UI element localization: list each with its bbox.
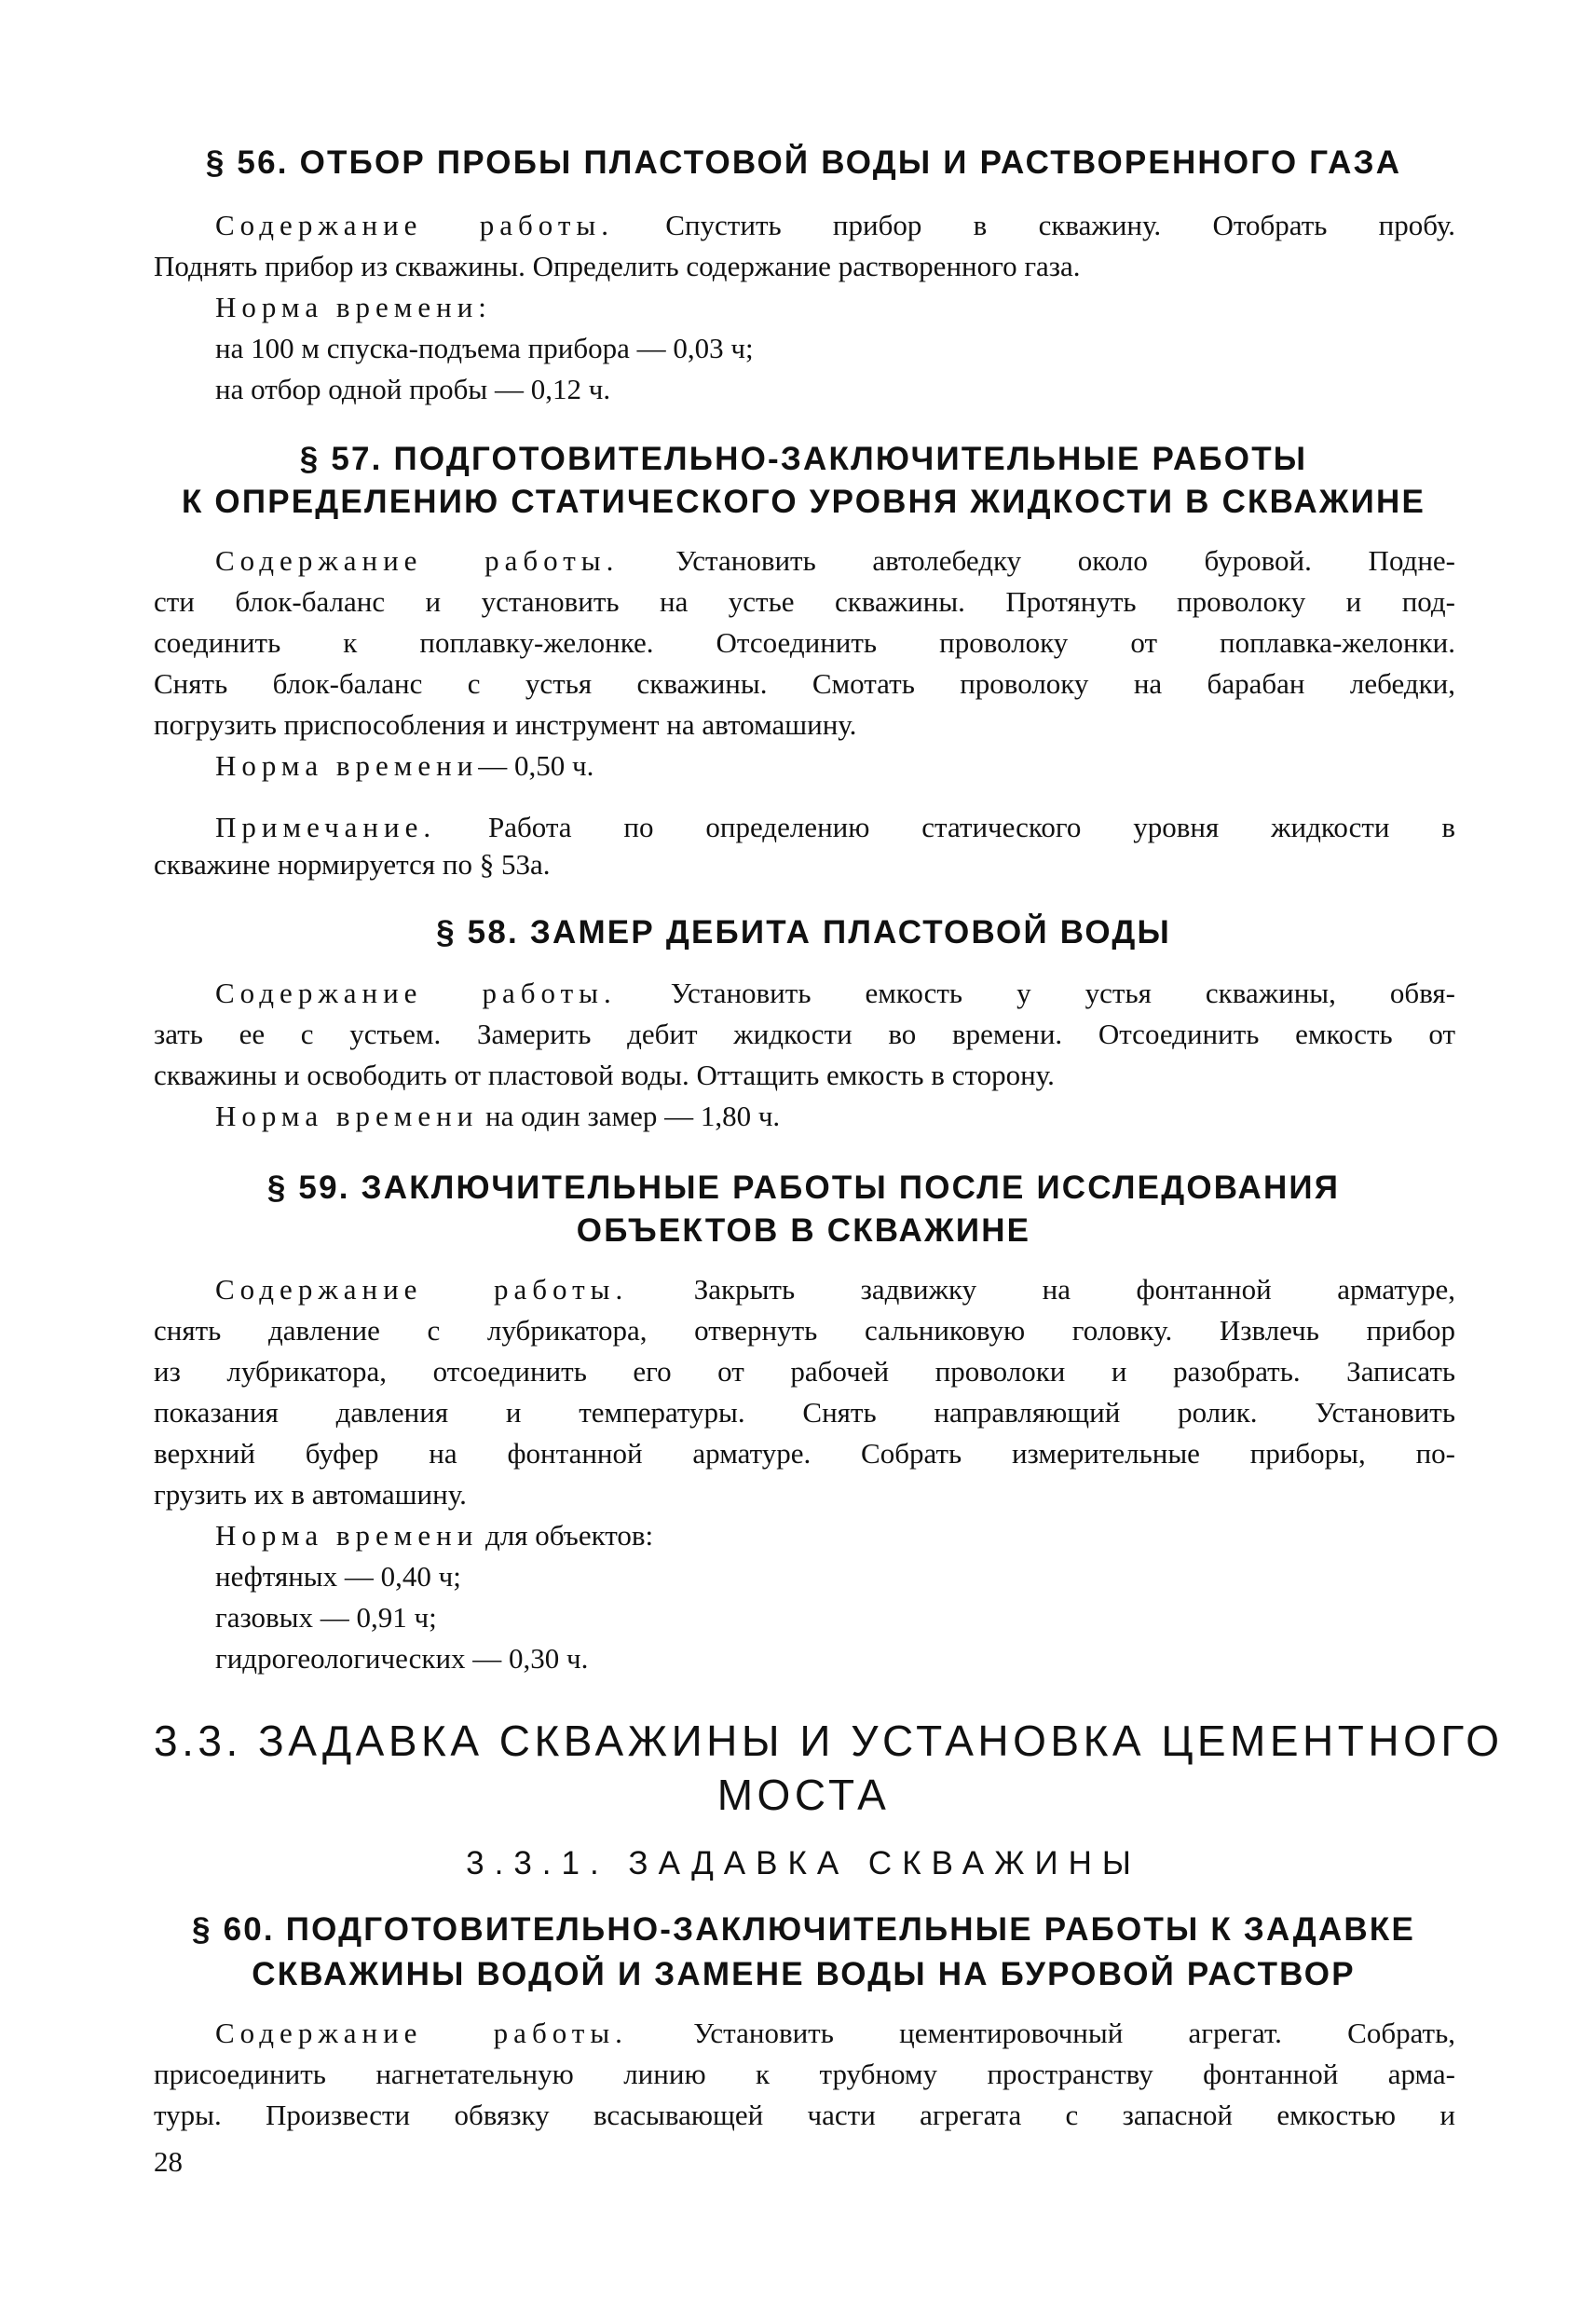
section-59-heading-line-2: ОБЪЕКТОВ В СКВАЖИНЕ: [576, 1212, 1031, 1249]
section-59-line-5: верхний буфер на фонтанной арматуре. Собрать измерительные приборы, по-: [154, 1437, 1455, 1470]
section-57-line-5: погрузить приспособления и инструмент на автомашину.: [154, 708, 857, 741]
norm-value: — 0,50 ч.: [478, 749, 594, 782]
section-56-line-2: Поднять прибор из скважины. Определить содержание растворенного газа.: [154, 250, 1081, 282]
norm-value: на один замер — 1,80 ч.: [485, 1100, 781, 1132]
section-57-note-line-2: скважине нормируется по § 53а.: [154, 848, 551, 881]
section-57-note-line-1: [154, 807, 1455, 848]
section-56-heading: § 56. ОТБОР ПРОБЫ ПЛАСТОВОЙ ВОДЫ И РАСТВОРЕННОГО ГАЗА: [205, 144, 1402, 181]
section-57-line-1: [154, 540, 1455, 581]
section-59-heading-line-1: § 59. ЗАКЛЮЧИТЕЛЬНЫЕ РАБОТЫ ПОСЛЕ ИССЛЕДОВАНИЯ: [266, 1170, 1341, 1206]
norm-value: для объектов:: [485, 1519, 654, 1552]
note-label: Примечание.: [215, 811, 437, 843]
page-number: 28: [154, 2145, 183, 2178]
text: Закрыть задвижку на фонтанной арматуре,: [693, 1273, 1455, 1306]
section-56-line-1: [154, 205, 1455, 246]
section-60-heading-line-1: § 60. ПОДГОТОВИТЕЛЬНО-ЗАКЛЮЧИТЕЛЬНЫЕ РАБОТЫ К ЗАДАВКЕ: [191, 1911, 1415, 1948]
section-59-norm-item-3: гидрогеологических — 0,30 ч.: [215, 1642, 589, 1675]
norm-label: Норма времени: [215, 1100, 479, 1132]
section-57-line-3: соединить к поплавку-желонке. Отсоединить проволоку от поплавка-желонки.: [154, 626, 1455, 659]
chapter-3-3-title-line-2: МОСТА: [716, 1771, 891, 1819]
content-label: Содержание работы.: [215, 209, 614, 241]
section-60-line-2: присоединить нагнетательную линию к трубному пространству фонтанной арма-: [154, 2058, 1455, 2090]
section-59-line-1: [154, 1269, 1455, 1310]
norm-label: Норма времени: [215, 1519, 479, 1552]
section-58-line-2: зать ее с устьем. Замерить дебит жидкости во времени. Отсоединить емкость от: [154, 1018, 1455, 1050]
section-59-norm-item-2: газовых — 0,91 ч;: [215, 1601, 437, 1634]
text: Установить цементировочный агрегат. Собрать,: [693, 2017, 1455, 2049]
content-label: Содержание работы.: [215, 977, 617, 1009]
section-59-line-6: грузить их в автомашину.: [154, 1478, 467, 1511]
section-59-line-2: снять давление с лубрикатора, отвернуть сальниковую головку. Извлечь прибор: [154, 1314, 1455, 1347]
section-57-line-2: сти блок-баланс и установить на устье скважины. Протянуть проволоку и под-: [154, 585, 1455, 618]
section-56-norm-item-1: на 100 м спуска-подъема прибора — 0,03 ч;: [215, 332, 754, 364]
text: Спустить прибор в скважину. Отобрать пробу.: [665, 209, 1456, 241]
text: Работа по определению статического уровня жидкости в: [488, 811, 1456, 843]
section-59-line-4: показания давления и температуры. Снять направляющий ролик. Установить: [154, 1396, 1455, 1429]
norm-label: Норма времени: [215, 749, 479, 782]
section-58-line-1: [154, 973, 1455, 1014]
chapter-3-3-title-line-1: 3.3. ЗАДАВКА СКВАЖИНЫ И УСТАНОВКА ЦЕМЕНТНОГО: [154, 1717, 1504, 1765]
section-59-norm: [215, 1515, 653, 1556]
section-59-norm-item-1: нефтяных — 0,40 ч;: [215, 1560, 461, 1593]
section-57-line-4: Снять блок-баланс с устья скважины. Смотать проволоку на барабан лебедки,: [154, 667, 1455, 700]
section-57-heading-line-1: § 57. ПОДГОТОВИТЕЛЬНО-ЗАКЛЮЧИТЕЛЬНЫЕ РАБОТЫ: [299, 441, 1308, 477]
section-58-line-3: скважины и освободить от пластовой воды. Оттащить емкость в сторону.: [154, 1059, 1055, 1091]
section-60-line-1: [154, 2013, 1455, 2054]
section-57-norm: [215, 746, 593, 787]
section-60-heading-line-2: СКВАЖИНЫ ВОДОЙ И ЗАМЕНЕ ВОДЫ НА БУРОВОЙ РАСТВОР: [252, 1956, 1356, 1992]
text: Установить емкость у устья скважины, обвя-: [670, 977, 1456, 1009]
section-58-heading: § 58. ЗАМЕР ДЕБИТА ПЛАСТОВОЙ ВОДЫ: [436, 914, 1171, 951]
content-label: Содержание работы.: [215, 544, 620, 577]
content-label: Содержание работы.: [215, 2017, 628, 2049]
content-label: Содержание работы.: [215, 1273, 629, 1306]
section-57-heading-line-2: К ОПРЕДЕЛЕНИЮ СТАТИЧЕСКОГО УРОВНЯ ЖИДКОСТИ В СКВАЖИНЕ: [181, 484, 1426, 520]
section-58-norm: [215, 1096, 780, 1137]
section-56-norm-item-2: на отбор одной пробы — 0,12 ч.: [215, 373, 611, 405]
section-59-line-3: из лубрикатора, отсоединить его от рабочей проволоки и разобрать. Записать: [154, 1355, 1455, 1388]
subsection-3-3-1-title: 3.3.1. ЗАДАВКА СКВАЖИНЫ: [466, 1845, 1141, 1881]
section-56-norm-label: Норма времени:: [215, 291, 492, 323]
section-60-line-3: туры. Произвести обвязку всасывающей части агрегата с запасной емкостью и: [154, 2099, 1455, 2131]
text: Установить автолебедку около буровой. Подне-: [675, 544, 1455, 577]
